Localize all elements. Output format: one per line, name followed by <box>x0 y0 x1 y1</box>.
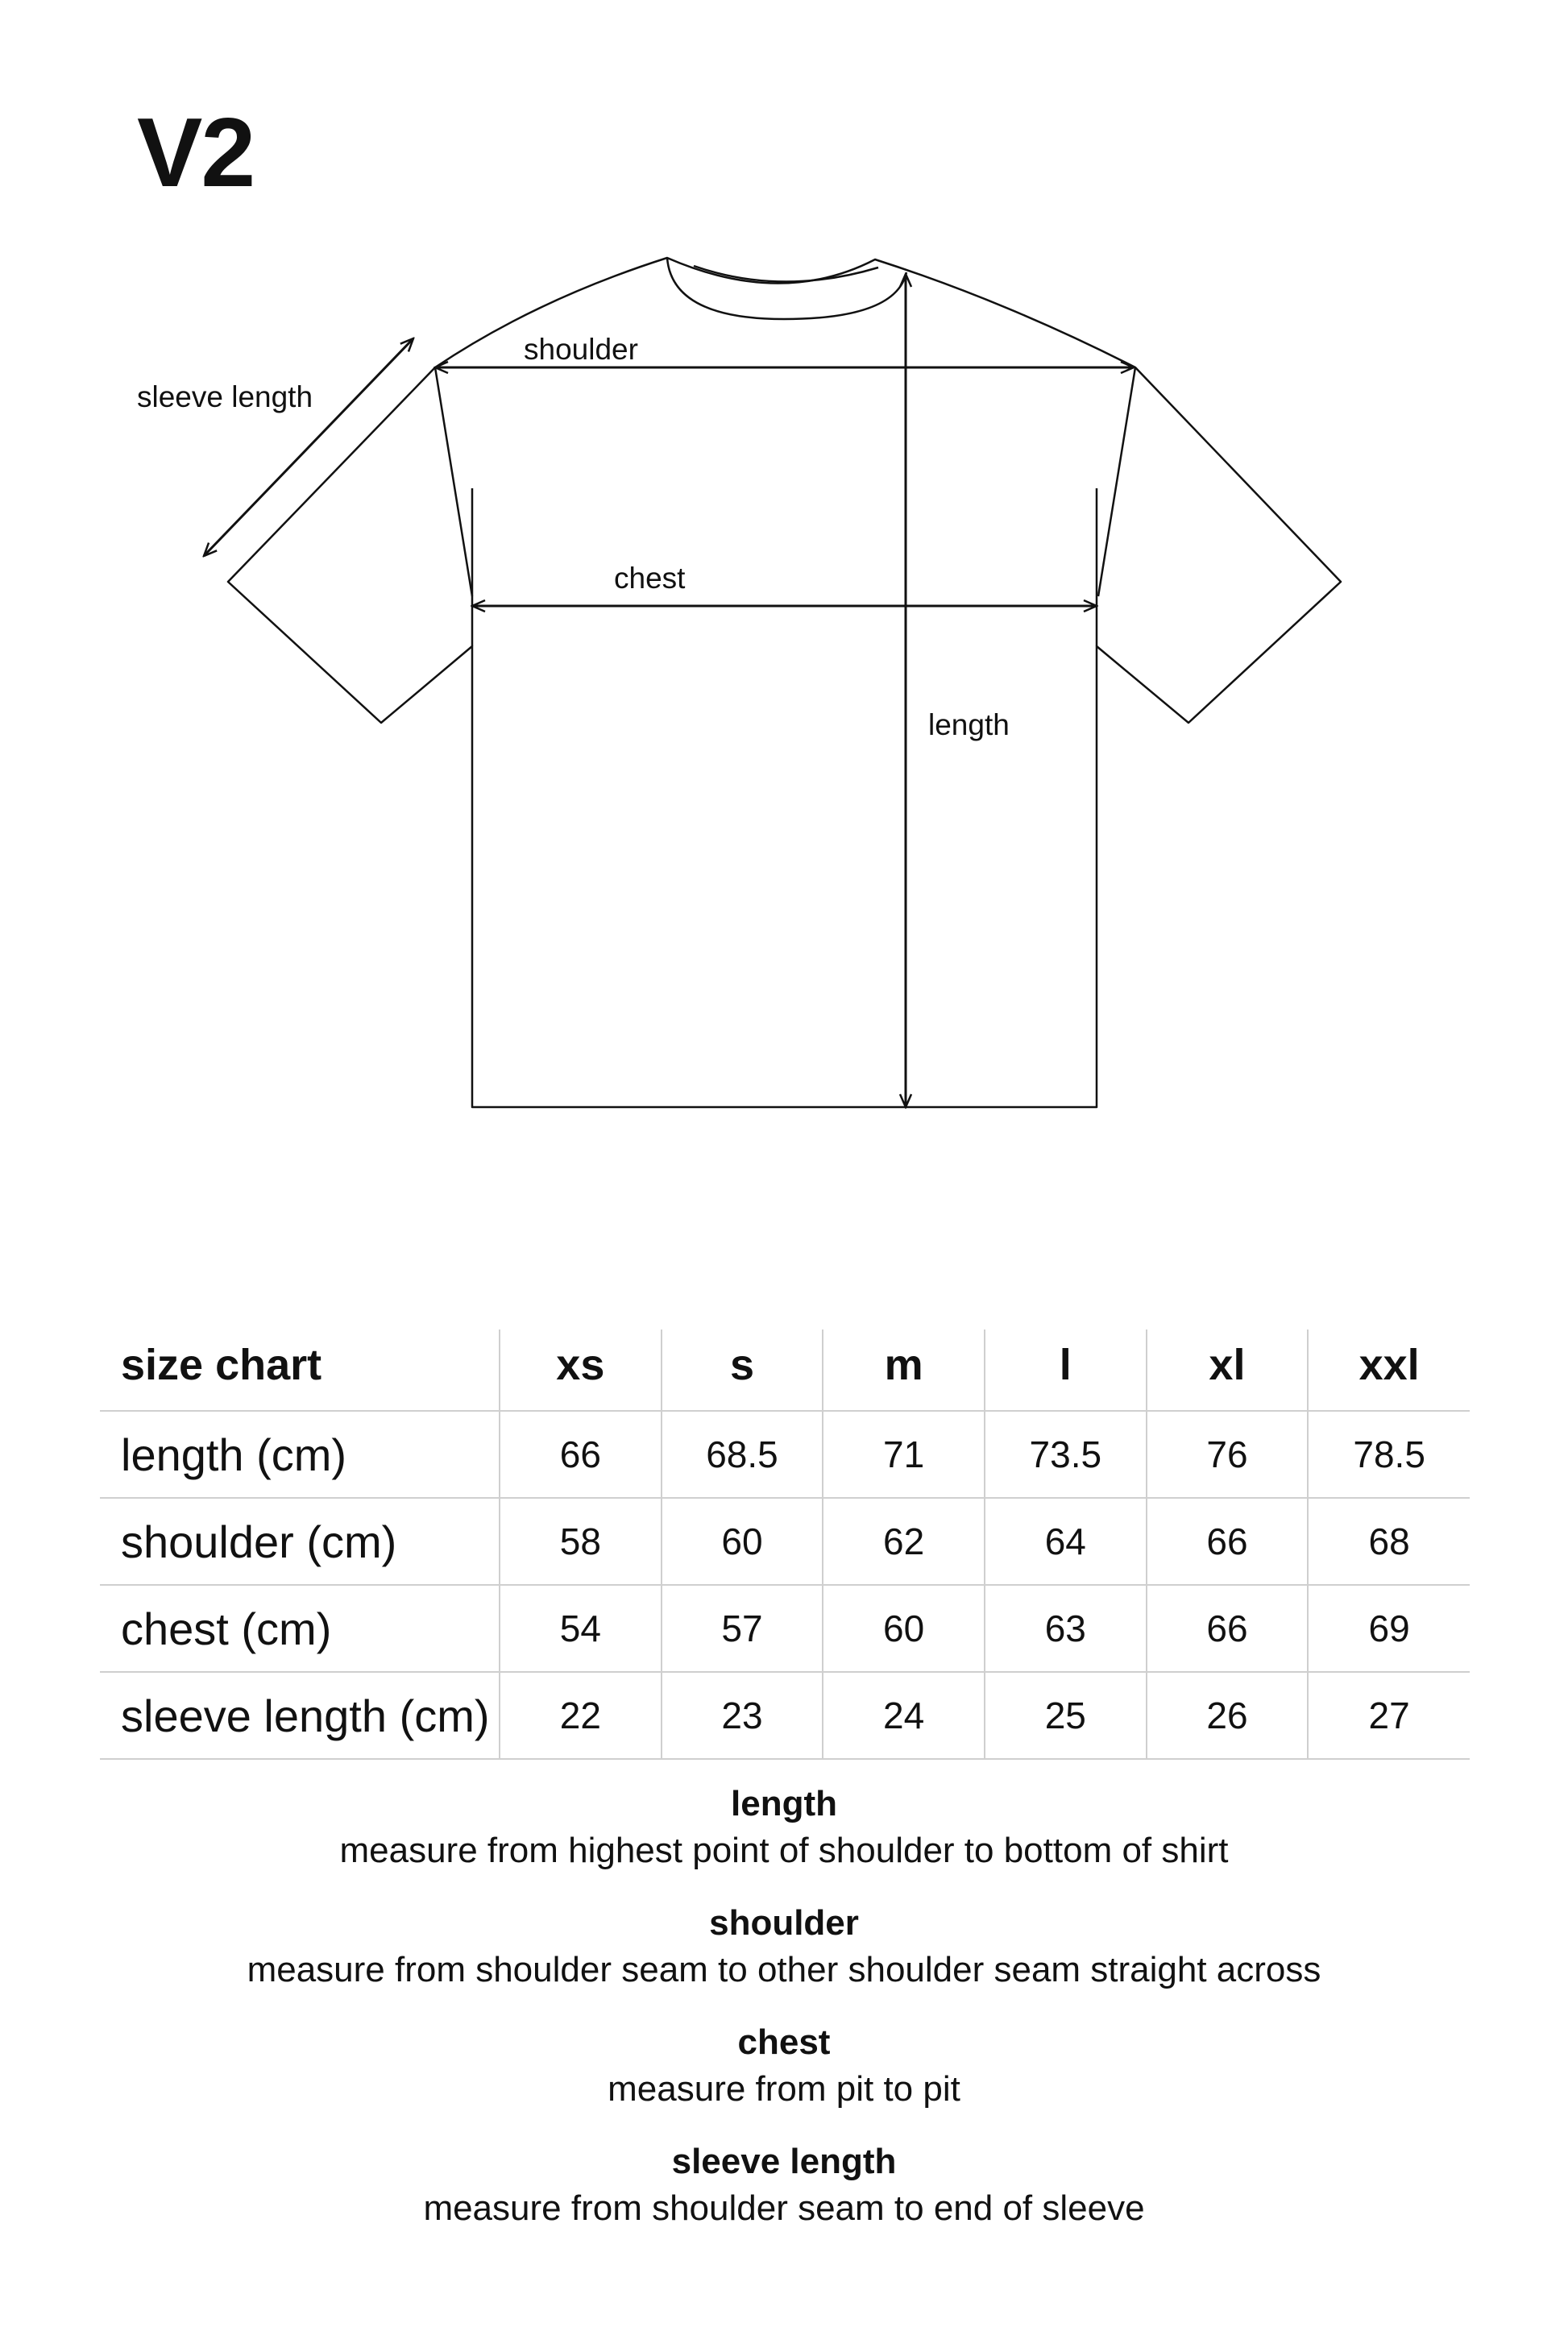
sleeve-length-label: sleeve length <box>137 380 313 413</box>
shoulder-label: shoulder <box>524 333 638 366</box>
table-cell: 58 <box>500 1498 662 1585</box>
guide-title: shoulder <box>709 1903 859 1943</box>
collar <box>667 258 906 319</box>
size-s: s <box>662 1329 823 1411</box>
table-cell: 76 <box>1147 1411 1309 1498</box>
table-cell: 68.5 <box>662 1411 823 1498</box>
table-cell: 26 <box>1147 1672 1309 1759</box>
table-cell: 25 <box>985 1672 1147 1759</box>
table-cell: 57 <box>662 1585 823 1672</box>
table-row-sleeve-length <box>100 1672 1470 1759</box>
collar-inner <box>694 266 878 282</box>
size-chart-table <box>100 1329 1470 1760</box>
guide-description: measure from pit to pit <box>608 2069 960 2109</box>
size-xl: xl <box>1147 1329 1309 1411</box>
chest-label: chest <box>614 562 686 595</box>
row-label: length (cm) <box>100 1411 500 1498</box>
table-cell: 64 <box>985 1498 1147 1585</box>
guide-title: sleeve length <box>671 2142 897 2181</box>
guide-description: measure from shoulder seam to other shoulder seam straight across <box>247 1950 1321 1989</box>
size-chart-header-row <box>100 1329 1470 1411</box>
table-row-length <box>100 1411 1470 1498</box>
table-cell: 73.5 <box>985 1411 1147 1498</box>
table-cell: 24 <box>823 1672 985 1759</box>
table-cell: 66 <box>500 1411 662 1498</box>
table-cell: 60 <box>823 1585 985 1672</box>
guide-item-shoulder <box>0 1900 1568 1993</box>
guide-item-sleeve-length <box>0 2138 1568 2232</box>
table-cell: 78.5 <box>1308 1411 1470 1498</box>
guide-title: length <box>731 1784 837 1823</box>
size-xs: xs <box>500 1329 662 1411</box>
table-cell: 62 <box>823 1498 985 1585</box>
table-row-shoulder <box>100 1498 1470 1585</box>
measurement-guide <box>0 1781 1568 2258</box>
guide-item-chest <box>0 2019 1568 2113</box>
table-cell: 22 <box>500 1672 662 1759</box>
table-cell: 68 <box>1308 1498 1470 1585</box>
table-cell: 66 <box>1147 1498 1309 1585</box>
size-l: l <box>985 1329 1147 1411</box>
guide-item-length <box>0 1781 1568 1874</box>
size-xxl: xxl <box>1308 1329 1470 1411</box>
table-cell: 71 <box>823 1411 985 1498</box>
table-row-chest <box>100 1585 1470 1672</box>
row-label: chest (cm) <box>100 1585 500 1672</box>
sleeve-length-arrow <box>204 338 413 556</box>
guide-title: chest <box>737 2022 831 2062</box>
table-cell: 66 <box>1147 1585 1309 1672</box>
table-cell: 63 <box>985 1585 1147 1672</box>
table-cell: 60 <box>662 1498 823 1585</box>
row-label: sleeve length (cm) <box>100 1672 500 1759</box>
tshirt-outline <box>228 258 1341 1107</box>
size-m: m <box>823 1329 985 1411</box>
table-cell: 23 <box>662 1672 823 1759</box>
length-label: length <box>928 708 1010 741</box>
guide-description: measure from highest point of shoulder to bottom of shirt <box>339 1831 1229 1870</box>
size-chart-title: size chart <box>100 1329 500 1411</box>
guide-description: measure from shoulder seam to end of sleeve <box>423 2188 1145 2228</box>
table-cell: 69 <box>1308 1585 1470 1672</box>
row-label: shoulder (cm) <box>100 1498 500 1585</box>
tshirt-diagram <box>0 0 1568 1144</box>
table-cell: 27 <box>1308 1672 1470 1759</box>
table-cell: 54 <box>500 1585 662 1672</box>
version-title: V2 <box>137 97 255 207</box>
